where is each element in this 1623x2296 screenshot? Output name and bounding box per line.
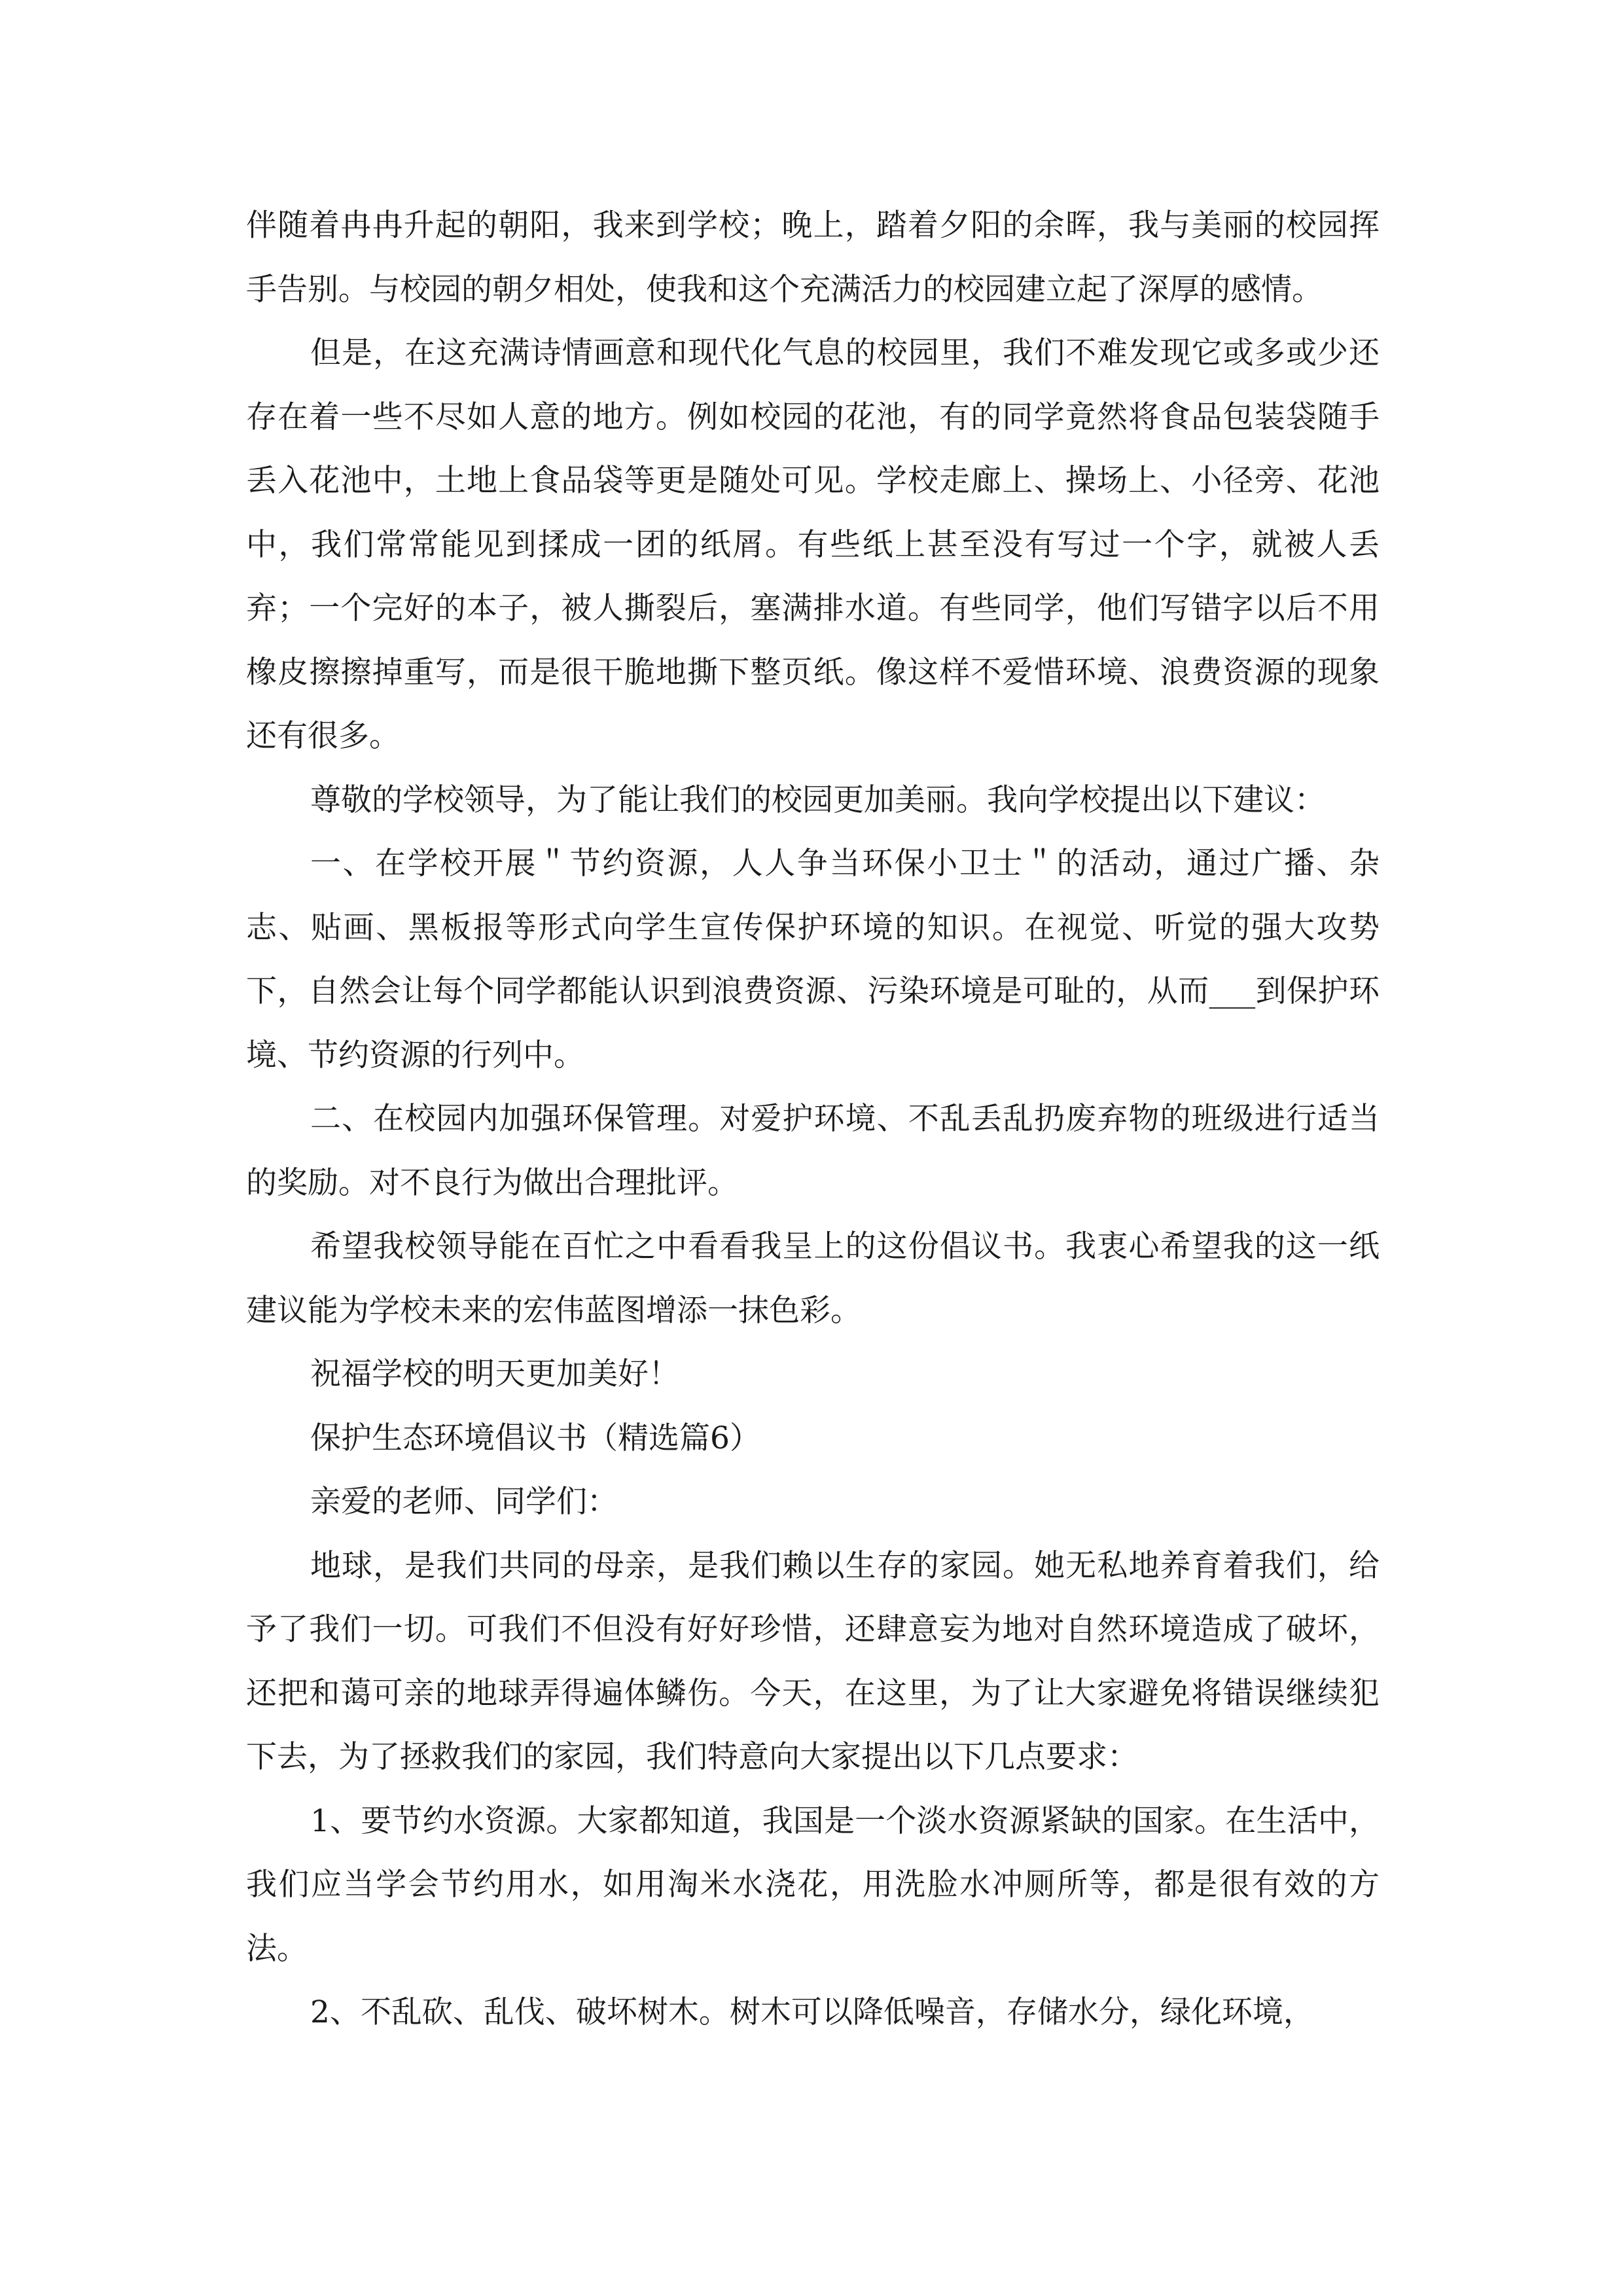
paragraph-problems: 但是，在这充满诗情画意和现代化气息的校园里，我们不难发现它或多或少还存在着一些不尽如人意的地方。例如校园的花池，有的同学竟然将食品包装袋随手丢入花池中，土地上食品袋等更是随处可见。学校走廊上、操场上、小径旁、花池中，我们常常能见到揉成一团的纸屑。有些纸上甚至没有写过一个字，就被人丢弃；一个完好的本子，被人撕裂后，塞满排水道。有些同学，他们写错字以后不用橡皮擦擦掉重写，而是很干脆地撕下整页纸。像这样不爱惜环境、浪费资源的现象还有很多。 (246, 335, 1380, 754)
document-body (246, 194, 1380, 2045)
paragraph-suggestion-2: 二、在校园内加强环保管理。对爱护环境、不乱丢乱扔废弃物的班级进行适当的奖励。对不良行为做出合理批评。 (246, 1101, 1380, 1201)
paragraph-earth: 地球，是我们共同的母亲，是我们赖以生存的家园。她无私地养育着我们，给予了我们一切。可我们不但没有好好珍惜，还肆意妄为地对自然环境造成了破坏，还把和蔼可亲的地球弄得遍体鳞伤。今天，在这里，为了让大家避免将错误继续犯下去，为了拯救我们的家园，我们特意向大家提出以下几点要求： (246, 1547, 1380, 1775)
paragraph-address-leaders: 尊敬的学校领导，为了能让我们的校园更加美丽。我向学校提出以下建议： (310, 781, 1325, 818)
salutation: 亲爱的老师、同学们： (310, 1484, 618, 1520)
paragraph-blessing: 祝福学校的明天更加美好！ (310, 1356, 679, 1392)
section-heading: 保护生态环境倡议书（精选篇6） (310, 1420, 760, 1456)
paragraph-point-1: 1、要节约水资源。大家都知道，我国是一个淡水资源紧缺的国家。在生活中，我们应当学会节约用水，如用淘米水浇花，用洗脸水冲厕所等，都是很有效的方法。 (246, 1803, 1380, 1967)
paragraph-intro: 伴随着冉冉升起的朝阳，我来到学校；晚上，踏着夕阳的余晖，我与美丽的校园挥手告别。与校园的朝夕相处，使我和这个充满活力的校园建立起了深厚的感情。 (246, 207, 1380, 308)
paragraph-suggestion-1: 一、在学校开展＂节约资源，人人争当环保小卫士＂的活动，通过广播、杂志、贴画、黑板报等形式向学生宣传保护环境的知识。在视觉、听觉的强大攻势下，自然会让每个同学都能认识到浪费资源、污染环境是可耻的，从而___到保护环境、节约资源的行列中。 (246, 846, 1380, 1073)
paragraph-point-2: 2、不乱砍、乱伐、破坏树木。树木可以降低噪音，存储水分，绿化环境， (310, 1994, 1314, 2030)
paragraph-hope: 希望我校领导能在百忙之中看看我呈上的这份倡议书。我衷心希望我的这一纸建议能为学校未来的宏伟蓝图增添一抹色彩。 (246, 1229, 1380, 1329)
